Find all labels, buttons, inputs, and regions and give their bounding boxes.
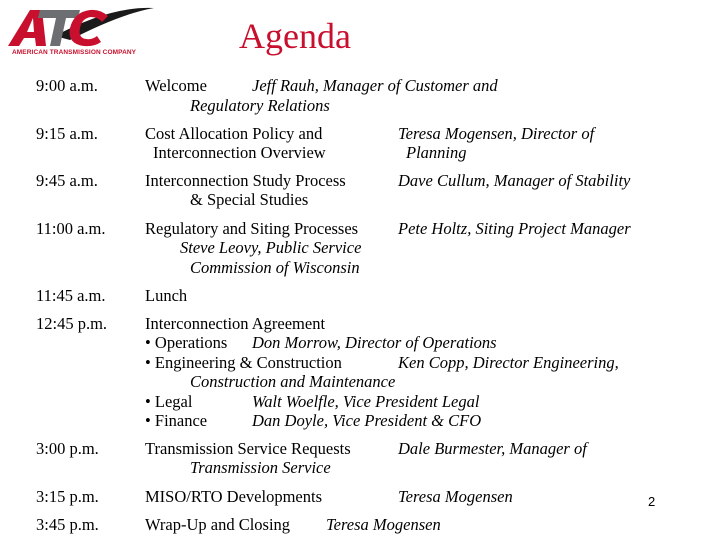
agenda-topic: Lunch bbox=[145, 286, 188, 305]
agenda-time: 3:45 p.m. bbox=[36, 515, 99, 534]
agenda-speaker-cont: Regulatory Relations bbox=[190, 96, 330, 115]
agenda-time: 3:00 p.m. bbox=[36, 439, 99, 458]
agenda-topic: Cost Allocation Policy and bbox=[145, 124, 323, 143]
agenda-topic: Wrap-Up and Closing bbox=[145, 515, 291, 534]
agenda-topic: Interconnection Agreement bbox=[145, 314, 326, 333]
agenda-subitem-speaker: Dan Doyle, Vice President & CFO bbox=[252, 411, 482, 430]
agenda-subitem-label: • Engineering & Construction bbox=[145, 353, 342, 372]
agenda-subitem-label: • Finance bbox=[145, 411, 208, 430]
page-title: Agenda bbox=[239, 16, 351, 56]
agenda-time: 12:45 p.m. bbox=[36, 314, 108, 333]
agenda-time: 9:45 a.m. bbox=[36, 171, 98, 190]
agenda-time: 9:15 a.m. bbox=[36, 124, 98, 143]
agenda-topic: Transmission Service Requests bbox=[145, 439, 351, 458]
agenda-topic: Regulatory and Siting Processes bbox=[145, 219, 359, 238]
agenda-speaker-cont: Planning bbox=[406, 143, 467, 162]
agenda-topic-cont: Interconnection Overview bbox=[153, 143, 326, 162]
agenda-topic: Interconnection Study Process bbox=[145, 171, 346, 190]
agenda-time: 11:45 a.m. bbox=[36, 286, 106, 305]
agenda-subitem-speaker: Ken Copp, Director Engineering, bbox=[398, 353, 619, 372]
agenda-time: 11:00 a.m. bbox=[36, 219, 106, 238]
agenda-topic: Welcome bbox=[145, 76, 207, 95]
agenda-subitem-label: • Legal bbox=[145, 392, 193, 411]
agenda-speaker: Jeff Rauh, Manager of Customer and bbox=[252, 76, 498, 95]
agenda-time: 9:00 a.m. bbox=[36, 76, 98, 95]
agenda-speaker-2-cont: Commission of Wisconsin bbox=[190, 258, 360, 277]
agenda-topic: MISO/RTO Developments bbox=[145, 487, 322, 506]
agenda-time: 3:15 p.m. bbox=[36, 487, 99, 506]
agenda-subitem-speaker-cont: Construction and Maintenance bbox=[190, 372, 396, 391]
agenda-topic-cont: & Special Studies bbox=[190, 190, 309, 209]
agenda-speaker: Dale Burmester, Manager of bbox=[398, 439, 587, 458]
agenda-subitem-label: • Operations bbox=[145, 333, 228, 352]
company-name: AMERICAN TRANSMISSION COMPANY bbox=[12, 49, 137, 56]
page-number: 2 bbox=[648, 494, 656, 509]
atc-logo bbox=[0, 0, 180, 64]
agenda-speaker-cont: Transmission Service bbox=[190, 458, 331, 477]
agenda-speaker: Teresa Mogensen bbox=[326, 515, 441, 534]
agenda-speaker-2: Steve Leovy, Public Service bbox=[180, 238, 362, 257]
agenda-subitem-speaker: Walt Woelfle, Vice President Legal bbox=[252, 392, 480, 411]
agenda-subitem-speaker: Don Morrow, Director of Operations bbox=[252, 333, 497, 352]
agenda-speaker: Dave Cullum, Manager of Stability bbox=[398, 171, 631, 190]
agenda-speaker: Teresa Mogensen, Director of bbox=[398, 124, 595, 143]
agenda-speaker: Pete Holtz, Siting Project Manager bbox=[398, 219, 631, 238]
agenda-speaker: Teresa Mogensen bbox=[398, 487, 513, 506]
